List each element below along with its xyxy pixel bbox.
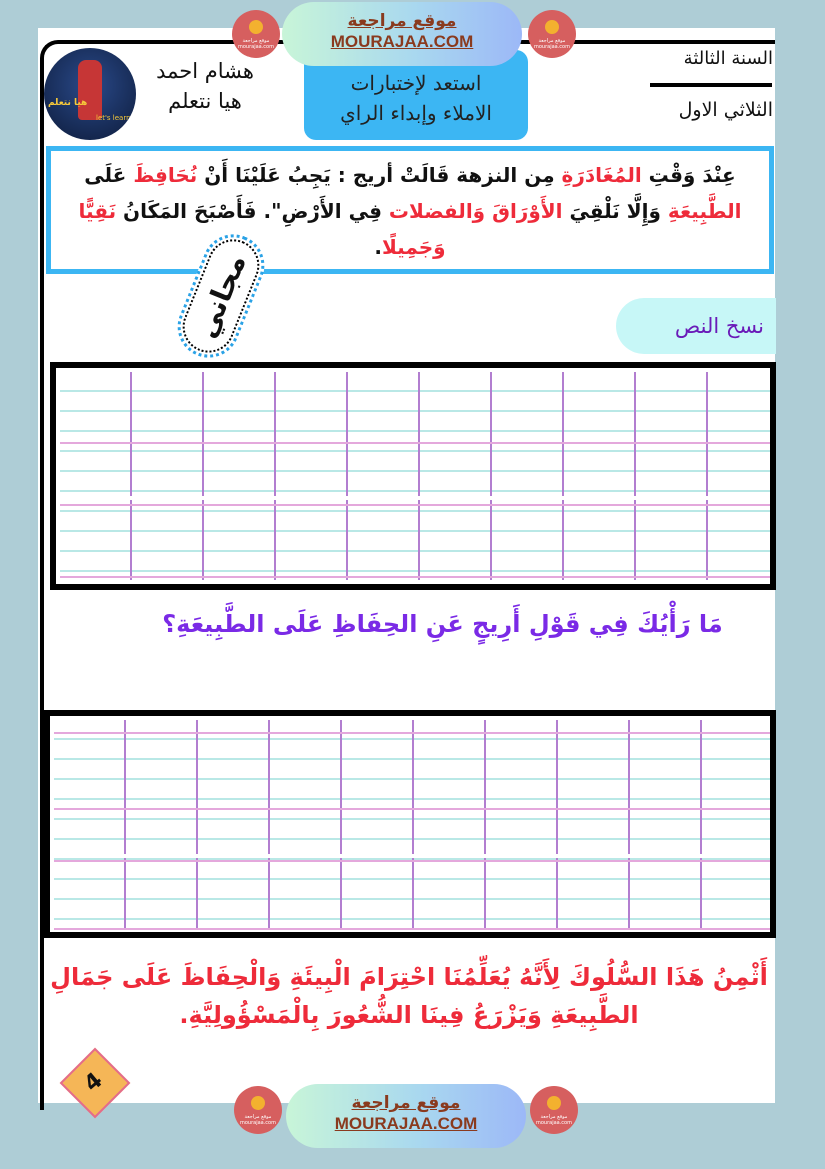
guide-line — [54, 860, 770, 862]
title-line-1: استعد لإختبارات — [350, 71, 482, 95]
section-label-copy-text: نسخ النص — [616, 298, 776, 354]
divider — [650, 83, 772, 87]
free-stamp: مجاني — [168, 225, 273, 367]
school-term: الثلاثي الاول — [678, 99, 773, 121]
guide-line — [54, 928, 770, 930]
grade-level: السنة الثالثة — [683, 48, 773, 69]
writing-grid-copy[interactable] — [50, 362, 776, 590]
title-line-2: الاملاء وإبداء الراي — [340, 101, 492, 125]
site-banner-top[interactable] — [282, 2, 522, 66]
reading-passage: عِنْدَ وَقْتِ المُغَادَرَةِ مِن النزهة قَالَتْ أريج : يَجِبُ عَلَيْنَا أَنْ نُحَافِظَ عَلَى الطَّبِيعَةِ وَإِلَّا نَلْقِيَ الأَوْرَاقَ وَالفضلات فِي الأَرْضِ". فَأَصْبَحَ المَكَانُ نَقِيًّا وَجَمِيلًا. — [46, 146, 774, 274]
guide-line — [60, 442, 770, 444]
site-name-english: MOURAJAA.COM — [334, 1114, 478, 1133]
answer-line-2: الطَّبِيعَةِ وَيَزْرَعُ فِينَا الشُّعُورَ بِالْمَسْؤُولِيَّةِ. — [179, 1001, 639, 1029]
kid-illustration — [78, 60, 102, 120]
lined-paper — [54, 720, 770, 928]
site-name-arabic: موقع مراجعة — [347, 11, 457, 31]
site-logo-badge-left: موقع مراجعة mourajaa.com — [232, 10, 280, 58]
site-banner-bottom[interactable] — [286, 1084, 526, 1148]
row-gap — [60, 496, 770, 500]
author-avatar: هيا نتعلم let's learn — [44, 48, 136, 140]
author-block — [140, 56, 270, 116]
row-gap — [54, 854, 770, 858]
book-icon — [547, 1096, 561, 1110]
book-icon — [545, 20, 559, 34]
guide-line — [60, 576, 770, 578]
guide-line — [60, 504, 770, 506]
answer-line-1: أَثْمِنُ هَذَا السُّلُوكَ لِأَنَّهُ يُعَلِّمُنَا احْتِرَامَ الْبِيئَةِ وَالْحِفَاظَ عَلَى جَمَالِ — [50, 963, 768, 991]
model-answer — [48, 958, 770, 1034]
site-logo-badge-right-bottom: موقع مراجعة mourajaa.com — [530, 1086, 578, 1134]
lined-paper — [60, 372, 770, 580]
author-slogan: هيا نتعلم — [168, 89, 242, 113]
opinion-question: مَا رَأْيُكَ فِي قَوْلِ أَرِيجٍ عَنِ الحِفَاظِ عَلَى الطَّبِيعَةِ؟ — [162, 610, 723, 638]
site-logo-badge-right: موقع مراجعة mourajaa.com — [528, 10, 576, 58]
writing-grid-answer[interactable] — [44, 710, 776, 938]
site-name-english: MOURAJAA.COM — [330, 32, 474, 51]
guide-line — [54, 732, 770, 734]
site-name-arabic: موقع مراجعة — [351, 1093, 461, 1113]
book-icon — [251, 1096, 265, 1110]
author-name: هشام احمد — [156, 59, 254, 83]
page-number: 4 — [79, 1068, 108, 1097]
site-logo-badge-left-bottom: موقع مراجعة mourajaa.com — [234, 1086, 282, 1134]
book-icon — [249, 20, 263, 34]
guide-line — [54, 808, 770, 810]
